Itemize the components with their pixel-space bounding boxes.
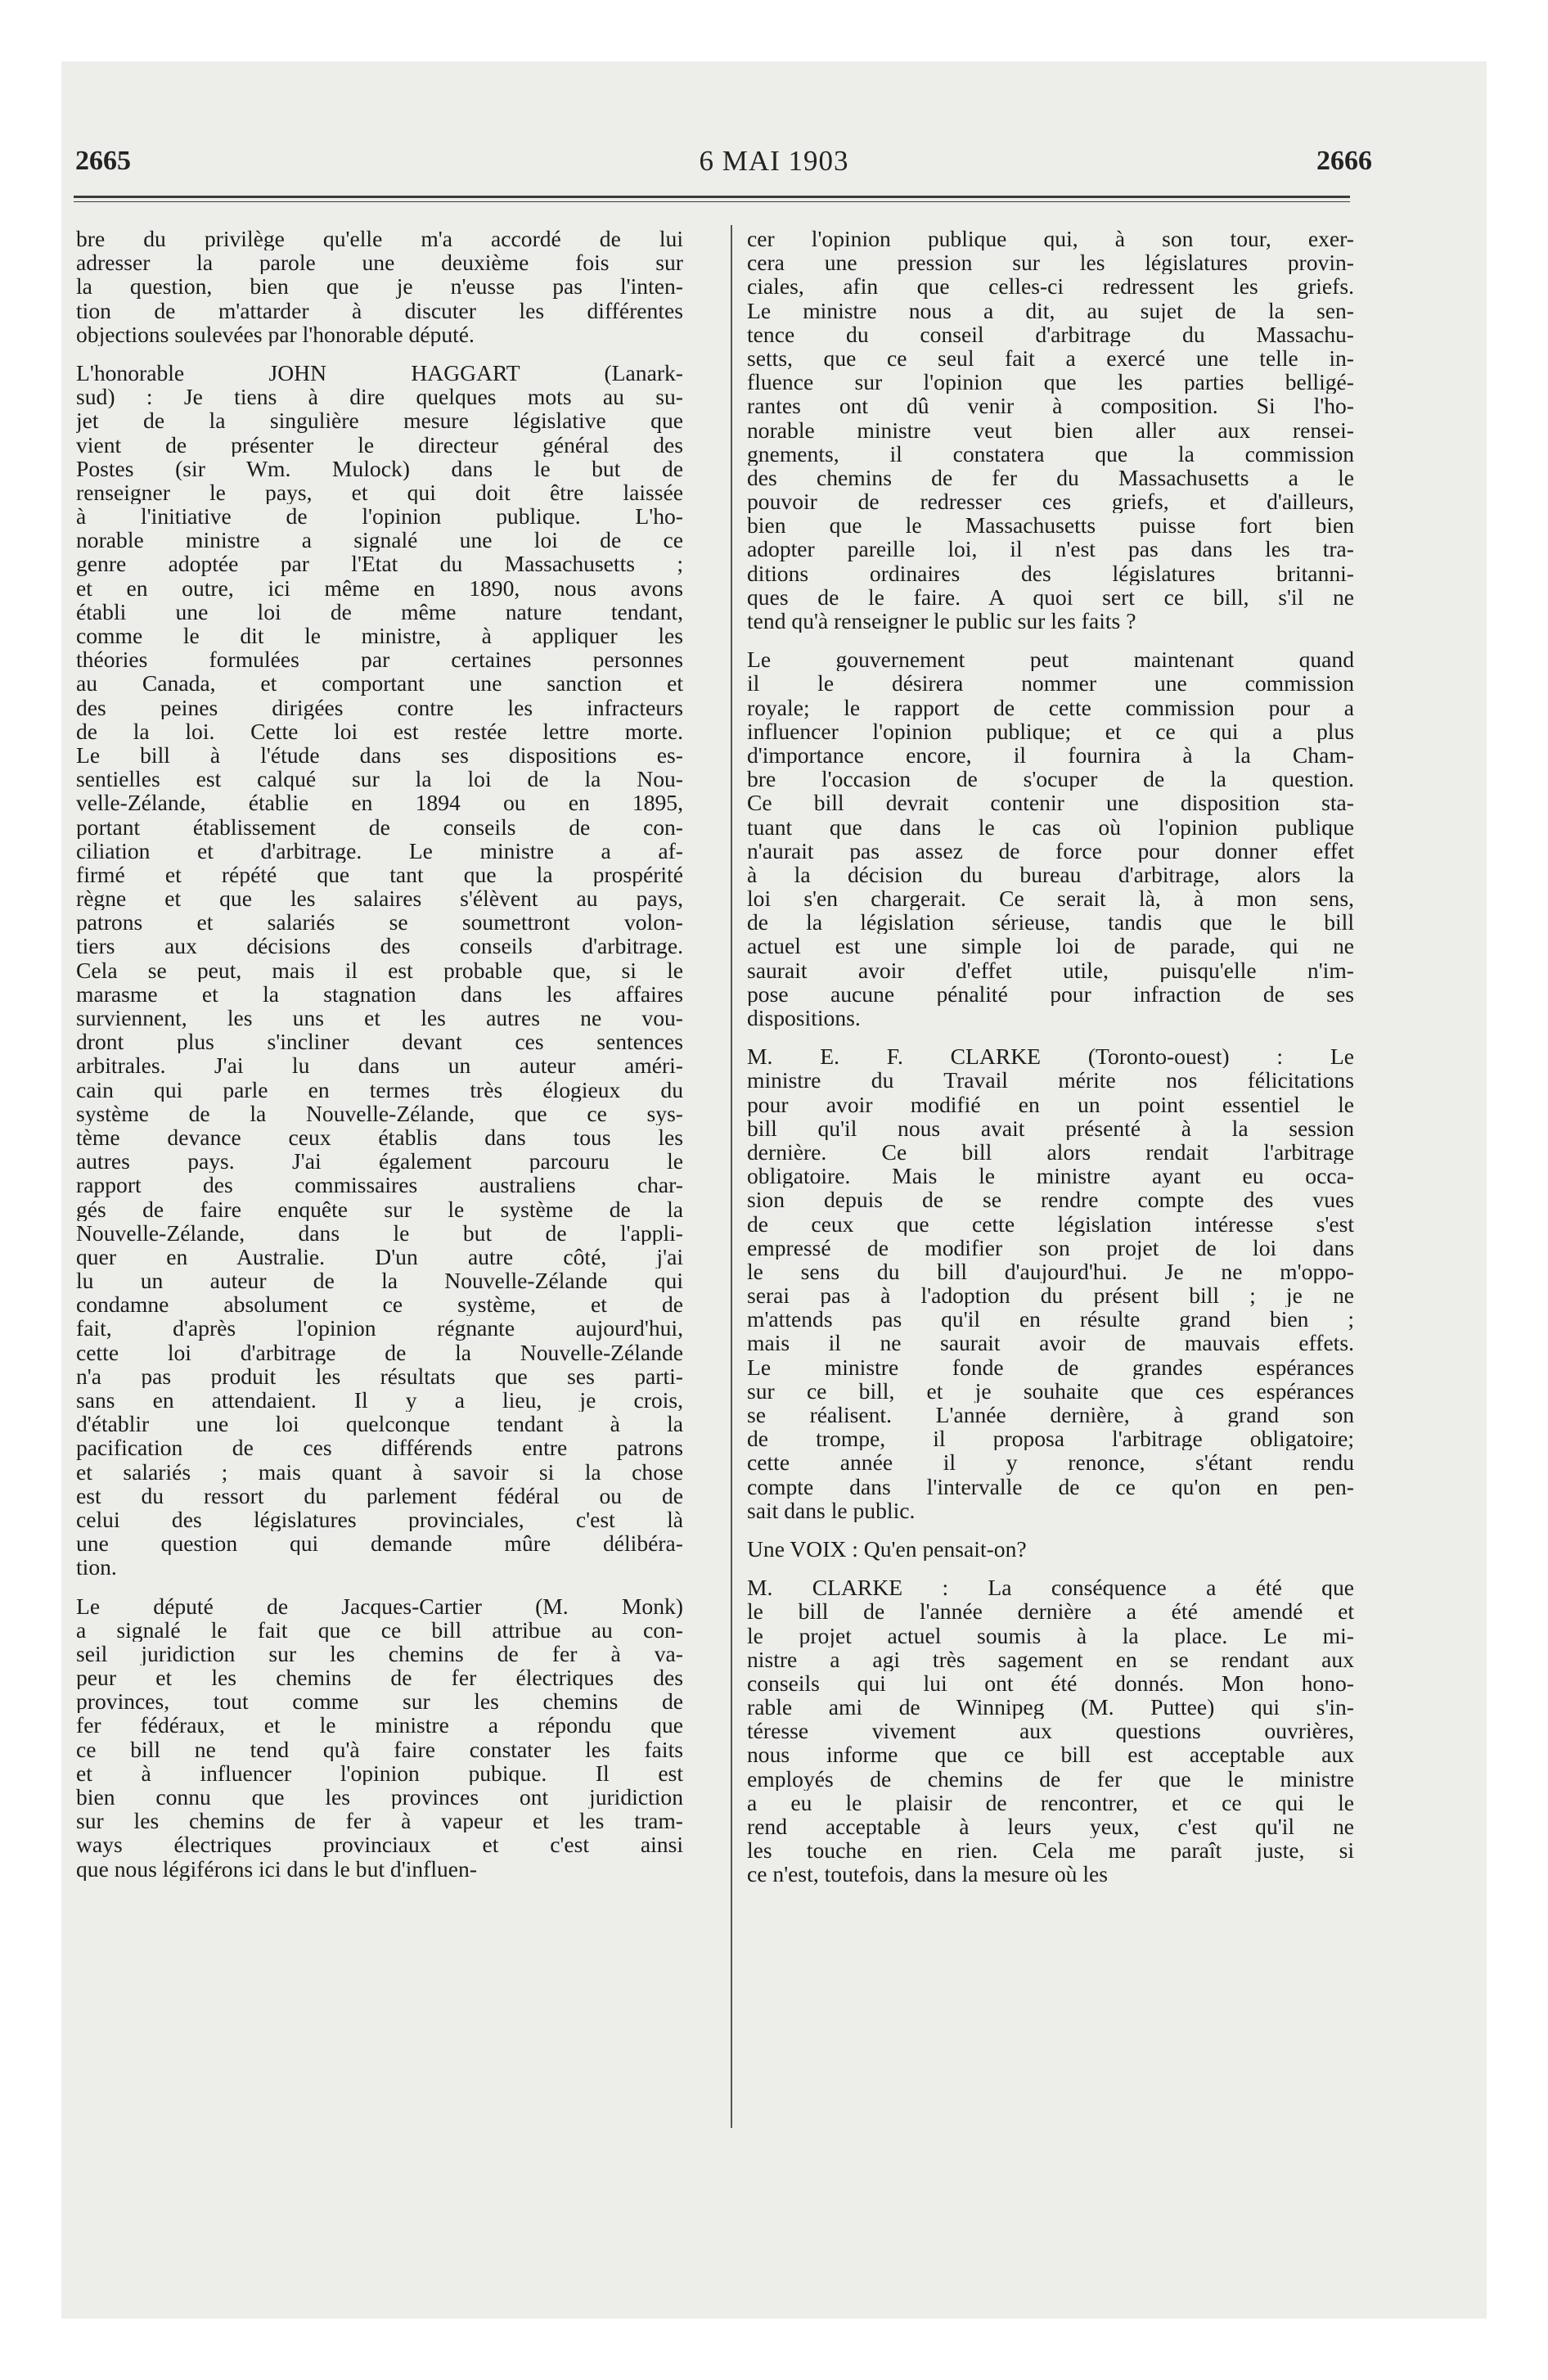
text-line: pose aucune pénalité pour infraction de ses: [747, 981, 1354, 1006]
text-line: bien connu que les provinces ont juridiction: [76, 1785, 683, 1810]
paragraph: [76, 1594, 683, 1881]
text-line: patrons et salariés se soumettront volon-: [76, 910, 683, 935]
text-line: actuel est une simple loi de parade, qui ne: [747, 934, 1354, 958]
text-line: Une VOIX : Qu'en pensait-on?: [747, 1536, 1027, 1562]
text-line: ques de le faire. A quoi sert ce bill, s'il ne: [747, 584, 1354, 609]
text-line: dispositions.: [747, 1006, 861, 1030]
text-line: nistre a agi très sagement en se rendant aux: [747, 1647, 1354, 1671]
text-line: tion.: [76, 1555, 117, 1580]
text-line: a signalé le fait que ce bill attribue au con-: [76, 1617, 683, 1642]
paragraph-gap: [76, 1580, 683, 1594]
text-line: adopter pareille loi, il n'est pas dans les tra-: [747, 537, 1354, 561]
text-line: mais il ne saurait avoir de mauvais effets.: [747, 1331, 1354, 1355]
page-date: 6 MAI 1903: [699, 145, 849, 177]
text-line: setts, que ce seul fait a exercé une telle in-: [747, 345, 1354, 371]
text-line: Le ministre fonde de grandes espérances: [747, 1355, 1354, 1379]
text-line: il le désirera nommer une commission: [747, 671, 1354, 696]
text-line: provinces, tout comme sur les chemins de: [76, 1689, 683, 1714]
text-line: gés de faire enquête sur le système de la: [76, 1197, 683, 1221]
text-line: compte dans l'intervalle de ce qu'on en pen-: [747, 1474, 1354, 1499]
text-line: et salariés ; mais quant à savoir si la chose: [76, 1459, 683, 1484]
text-line: employés de chemins de fer que le ministre: [747, 1766, 1354, 1791]
text-line: pacification de ces différends entre patrons: [76, 1436, 683, 1460]
text-line: firmé et répété que tant que la prospérité: [76, 862, 683, 887]
paragraph-gap: [747, 1030, 1354, 1044]
text-line: une question qui demande mûre délibéra-: [76, 1531, 683, 1556]
text-line: de la loi. Cette loi est restée lettre morte.: [76, 719, 683, 743]
page-number-left: 2665: [75, 146, 131, 176]
text-line: tiers aux décisions des conseils d'arbitrage.: [76, 934, 683, 958]
text-line: surviennent, les uns et les autres ne vou-: [76, 1006, 683, 1030]
text-line: celui des législatures provinciales, c'est là: [76, 1507, 683, 1532]
text-line: velle-Zélande, établie en 1894 ou en 1895,: [76, 791, 683, 815]
text-line: arbitrales. J'ai lu dans un auteur améri-: [76, 1053, 683, 1078]
text-line: tence du conseil d'arbitrage du Massachu-: [747, 322, 1354, 346]
paragraph-gap: [747, 1561, 1354, 1575]
text-line: téresse vivement aux questions ouvrières,: [747, 1719, 1354, 1743]
text-line: empressé de modifier son projet de loi dans: [747, 1235, 1354, 1260]
column-divider: [731, 225, 732, 2128]
paragraph: [76, 227, 683, 346]
text-line: ciliation et d'arbitrage. Le ministre a af-: [76, 838, 683, 863]
text-line: le bill de l'année dernière a été amendé et: [747, 1599, 1354, 1624]
text-line: fluence sur l'opinion que les parties belligé-: [747, 370, 1354, 394]
text-line: au Canada, et comportant une sanction et: [76, 671, 683, 696]
text-line: cain qui parle en termes très élogieux du: [76, 1077, 683, 1102]
paragraph: [76, 361, 683, 1580]
text-line: Le député de Jacques-Cartier (M. Monk): [76, 1593, 683, 1618]
text-line: établi une loi de même nature tendant,: [76, 599, 683, 624]
text-line: ways électriques provinciaux et c'est ainsi: [76, 1832, 683, 1857]
text-line: vient de présenter le directeur général des: [76, 432, 683, 457]
text-line: théories formulées par certaines personnes: [76, 647, 683, 672]
text-line: dront plus s'incliner devant ces sentences: [76, 1030, 683, 1054]
text-line: la question, bien que je n'eusse pas l'inten-: [76, 274, 683, 299]
text-line: marasme et la stagnation dans les affaires: [76, 981, 683, 1006]
text-line: bill qu'il nous avait présenté à la session: [747, 1116, 1354, 1140]
text-line: gnements, il constatera que la commission: [747, 441, 1354, 466]
text-line: rend acceptable à leurs yeux, c'est qu'il ne: [747, 1814, 1354, 1839]
text-line: objections soulevées par l'honorable député.: [76, 322, 475, 346]
text-line: jet de la singulière mesure législative que: [76, 408, 683, 433]
text-line: cera une pression sur les législatures provin-: [747, 250, 1354, 275]
text-line: n'aurait pas assez de force pour donner effet: [747, 838, 1354, 863]
header-rule: [74, 196, 1350, 198]
text-line: nous informe que ce bill est acceptable aux: [747, 1742, 1354, 1767]
text-line: lu un auteur de la Nouvelle-Zélande qui: [76, 1269, 683, 1293]
text-line: norable ministre a signalé une loi de ce: [76, 528, 683, 552]
text-line: Le bill à l'étude dans ses dispositions es-: [76, 742, 683, 768]
text-line: peur et les chemins de fer électriques des: [76, 1666, 683, 1690]
paragraph: [747, 227, 1354, 633]
text-line: serai pas à l'adoption du présent bill ; je ne: [747, 1283, 1354, 1308]
text-line: ce bill ne tend qu'à faire constater les faits: [76, 1737, 683, 1761]
text-line: sans en attendaient. Il y a lieu, je crois,: [76, 1388, 683, 1413]
text-line: à la décision du bureau d'arbitrage, alors la: [747, 862, 1354, 887]
text-line: Postes (sir Wm. Mulock) dans le but de: [76, 456, 683, 480]
text-line: pour avoir modifié en un point essentiel le: [747, 1092, 1354, 1116]
text-line: ditions ordinaires des législatures britanni-: [747, 561, 1354, 585]
text-line: loi s'en chargerait. Ce serait là, à mon sens,: [747, 886, 1354, 911]
text-line: d'établir une loi quelconque tendant à la: [76, 1412, 683, 1436]
text-line: sud) : Je tiens à dire quelques mots au su-: [76, 385, 683, 409]
text-line: pouvoir de redresser ces griefs, et d'ailleurs,: [747, 489, 1354, 514]
text-line: n'a pas produit les résultats que ses parti-: [76, 1364, 683, 1388]
text-line: M. E. F. CLARKE (Toronto-ouest) : Le: [747, 1044, 1354, 1069]
scanned-page: [61, 61, 1487, 2319]
text-line: ciales, afin que celles-ci redressent les griefs.: [747, 274, 1354, 299]
text-line: rantes ont dû venir à composition. Si l'ho-: [747, 394, 1354, 418]
text-line: tème devance ceux établis dans tous les: [76, 1125, 683, 1150]
paragraph: [747, 647, 1354, 1030]
text-line: et à influencer l'opinion pubique. Il est: [76, 1760, 683, 1785]
text-line: tion de m'attarder à discuter les différentes: [76, 298, 683, 322]
text-line: condamne absolument ce système, et de: [76, 1292, 683, 1317]
text-line: de ceux que cette législation intéresse s'est: [747, 1211, 1354, 1236]
text-line: des peines dirigées contre les infracteurs: [76, 695, 683, 719]
text-line: cer l'opinion publique qui, à son tour, exer-: [747, 227, 1354, 251]
text-line: le projet actuel soumis à la place. Le mi-: [747, 1623, 1354, 1648]
text-line: influencer l'opinion publique; et ce qui a plus: [747, 719, 1354, 743]
text-line: d'importance encore, il fournira à la Cham-: [747, 742, 1354, 768]
text-line: a eu le plaisir de rencontrer, et ce qui le: [747, 1790, 1354, 1814]
text-line: Le gouvernement peut maintenant quand: [747, 647, 1354, 672]
text-line: sur ce bill, et je souhaite que ces espérances: [747, 1378, 1354, 1403]
text-line: saurait avoir d'effet utile, puisqu'elle n'im-: [747, 958, 1354, 982]
text-line: ministre du Travail mérite nos félicitations: [747, 1068, 1354, 1093]
paragraph-gap: [747, 633, 1354, 647]
text-line: tend qu'à renseigner le public sur les faits ?: [747, 609, 1136, 633]
text-line: à l'initiative de l'opinion publique. L'ho-: [76, 504, 683, 529]
text-line: bre du privilège qu'elle m'a accordé de lui: [76, 227, 683, 251]
text-line: adresser la parole une deuxième fois sur: [76, 250, 683, 275]
paragraph-gap: [76, 346, 683, 361]
text-line: de la législation sérieuse, tandis que le bill: [747, 910, 1354, 935]
text-line: portant établissement de conseils de con-: [76, 814, 683, 839]
text-line: Nouvelle-Zélande, dans le but de l'appli-: [76, 1220, 683, 1245]
text-line: conseils qui lui ont été donnés. Mon hono-: [747, 1670, 1354, 1696]
text-line: cette loi d'arbitrage de la Nouvelle-Zélande: [76, 1340, 683, 1364]
text-line: dernière. Ce bill alors rendait l'arbitrage: [747, 1139, 1354, 1165]
text-line: comme le dit le ministre, à appliquer les: [76, 624, 683, 648]
text-line: rable ami de Winnipeg (M. Puttee) qui s'in-: [747, 1695, 1354, 1720]
text-line: fer fédéraux, et le ministre a répondu que: [76, 1713, 683, 1738]
text-line: les touche en rien. Cela me paraît juste, si: [747, 1838, 1354, 1863]
running-head: [61, 141, 1487, 182]
text-line: cette année il y renonce, s'étant rendu: [747, 1450, 1354, 1475]
paragraph: [747, 1575, 1354, 1886]
text-line: est du ressort du parlement fédéral ou de: [76, 1483, 683, 1508]
text-line: rapport des commissaires australiens char-: [76, 1173, 683, 1197]
text-line: règne et que les salaires s'élèvent au pays,: [76, 886, 683, 911]
text-line: se réalisent. L'année dernière, à grand son: [747, 1403, 1354, 1427]
text-line: le sens du bill d'aujourd'hui. Je ne m'oppo-: [747, 1259, 1354, 1284]
text-line: bre l'occasion de s'ocuper de la question.: [747, 767, 1354, 791]
text-line: m'attends pas qu'il en résulte grand bien ;: [747, 1307, 1354, 1332]
text-line: et en outre, ici même en 1890, nous avons: [76, 575, 683, 600]
text-line: L'honorable JOHN HAGGART (Lanark-: [76, 360, 683, 385]
page-number-right: 2666: [1316, 146, 1372, 176]
text-line: sait dans le public.: [747, 1498, 916, 1522]
text-line: de trompe, il proposa l'arbitrage obligatoire;: [747, 1427, 1354, 1451]
header-rule-thin: [74, 201, 1350, 202]
text-line: genre adoptée par l'Etat du Massachusetts ;: [76, 552, 683, 576]
text-line: ce n'est, toutefois, dans la mesure où les: [747, 1862, 1108, 1886]
text-line: obligatoire. Mais le ministre ayant eu occa-: [747, 1164, 1354, 1188]
text-line: quer en Australie. D'un autre côté, j'ai: [76, 1244, 683, 1269]
text-line: Cela se peut, mais il est probable que, si le: [76, 958, 683, 982]
text-line: Ce bill devrait contenir une disposition sta-: [747, 791, 1354, 815]
text-line: norable ministre veut bien aller aux rensei-: [747, 417, 1354, 442]
text-line: M. CLARKE : La conséquence a été que: [747, 1575, 1354, 1600]
text-line: sur les chemins de fer à vapeur et les tram-: [76, 1809, 683, 1833]
text-line: royale; le rapport de cette commission pour a: [747, 695, 1354, 719]
text-line: Le ministre nous a dit, au sujet de la sen-: [747, 298, 1354, 322]
text-line: tuant que dans le cas où l'opinion publique: [747, 814, 1354, 839]
text-line: seil juridiction sur les chemins de fer à va-: [76, 1641, 683, 1666]
left-column: [76, 227, 683, 2130]
text-line: des chemins de fer du Massachusetts a le: [747, 465, 1354, 490]
text-line: bien que le Massachusetts puisse fort bien: [747, 513, 1354, 538]
paragraph: [747, 1537, 1354, 1561]
text-line: renseigner le pays, et qui doit être laissée: [76, 480, 683, 505]
text-line: système de la Nouvelle-Zélande, que ce sys-: [76, 1101, 683, 1125]
text-line: fait, d'après l'opinion régnante aujourd'hui,: [76, 1316, 683, 1341]
text-line: sentielles est calqué sur la loi de la Nou-: [76, 767, 683, 791]
right-column: [747, 227, 1354, 2130]
paragraph-gap: [747, 1522, 1354, 1537]
text-line: sion depuis de se rendre compte des vues: [747, 1188, 1354, 1212]
text-line: que nous légiférons ici dans le but d'influen-: [76, 1856, 478, 1881]
paragraph: [747, 1044, 1354, 1522]
text-line: autres pays. J'ai également parcouru le: [76, 1149, 683, 1174]
